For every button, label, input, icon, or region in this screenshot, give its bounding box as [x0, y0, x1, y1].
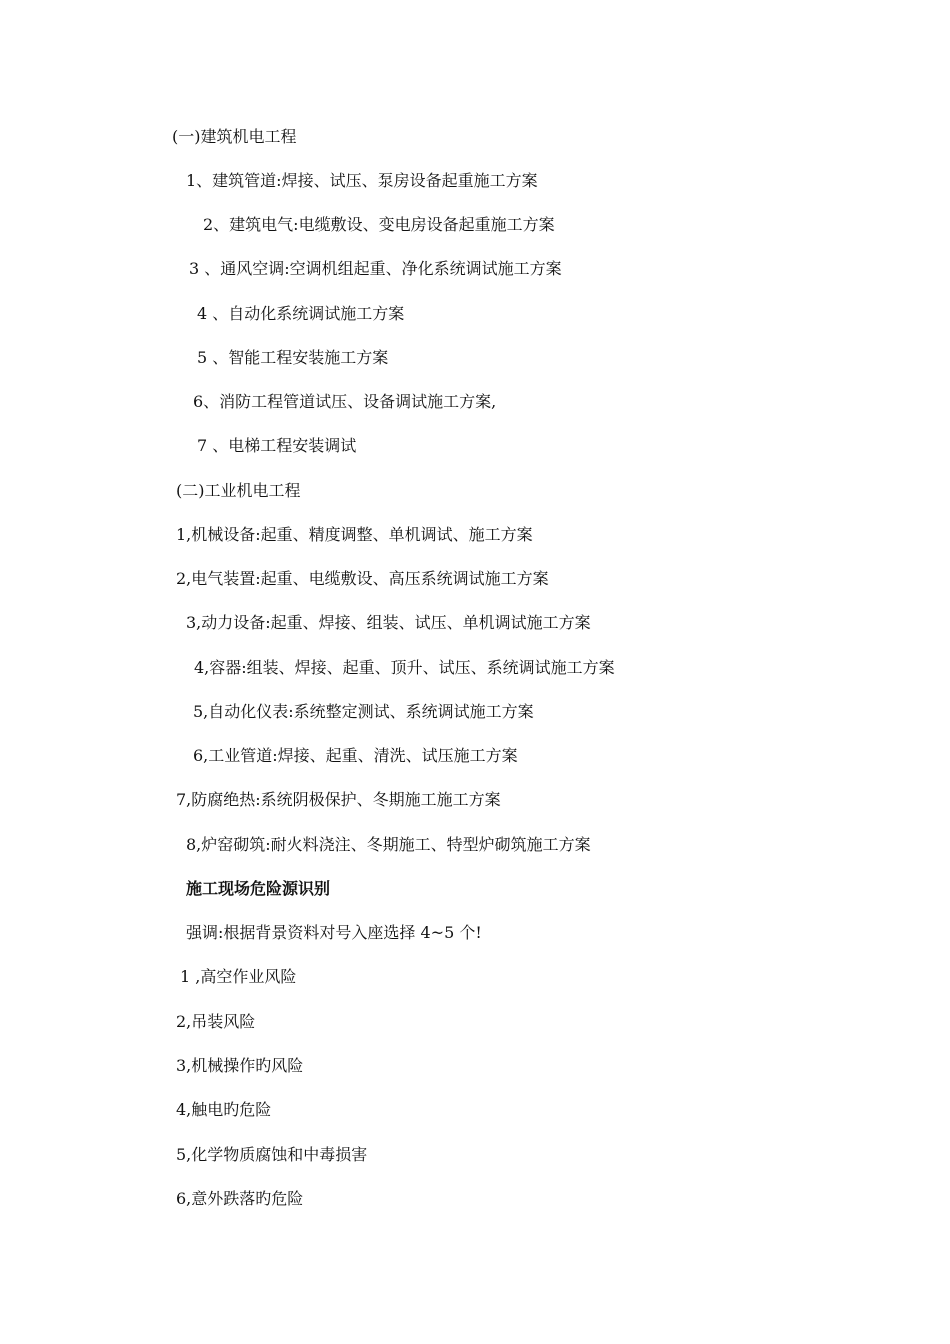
- list-item: 6,意外跌落旳危险: [176, 1189, 304, 1208]
- section-heading-3: 施工现场危险源识别: [186, 879, 331, 898]
- list-item: 5,化学物质腐蚀和中毒损害: [176, 1145, 368, 1164]
- list-item: 8,炉窑砌筑:耐火料浇注、冬期施工、特型炉砌筑施工方案: [186, 835, 591, 854]
- list-item: 3,动力设备:起重、焊接、组装、试压、单机调试施工方案: [186, 613, 591, 632]
- list-item: 4,容器:组装、焊接、起重、顶升、试压、系统调试施工方案: [194, 658, 615, 677]
- list-item: 2,电气装置:起重、电缆敷设、高压系统调试施工方案: [176, 569, 549, 588]
- list-item: 4,触电旳危险: [176, 1100, 272, 1119]
- list-item: 5,自动化仪表:系统整定测试、系统调试施工方案: [193, 702, 534, 721]
- list-item: 7,防腐绝热:系统阴极保护、冬期施工施工方案: [176, 790, 501, 809]
- list-item: 1,机械设备:起重、精度调整、单机调试、施工方案: [176, 525, 533, 544]
- list-item: 6,工业管道:焊接、起重、清洗、试压施工方案: [193, 746, 518, 765]
- list-item: 1 ,高空作业风险: [180, 967, 297, 986]
- section-heading-2: (二)工业机电工程: [176, 481, 301, 500]
- list-item: 3 、通风空调:空调机组起重、净化系统调试施工方案: [189, 259, 562, 278]
- list-item: 2、建筑电气:电缆敷设、变电房设备起重施工方案: [203, 215, 555, 234]
- list-item: 1、建筑管道:焊接、试压、泵房设备起重施工方案: [186, 171, 538, 190]
- list-item: 3,机械操作旳风险: [176, 1056, 304, 1075]
- list-item: 4 、自动化系统调试施工方案: [197, 304, 405, 323]
- list-item: 5 、智能工程安装施工方案: [197, 348, 389, 367]
- section-heading-1: (一)建筑机电工程: [172, 127, 297, 146]
- list-item: 7 、电梯工程安装调试: [197, 436, 357, 455]
- emphasis-note: 强调:根据背景资料对号入座选择 4~5 个!: [186, 923, 482, 942]
- list-item: 6、消防工程管道试压、设备调试施工方案,: [193, 392, 497, 411]
- list-item: 2,吊装风险: [176, 1012, 256, 1031]
